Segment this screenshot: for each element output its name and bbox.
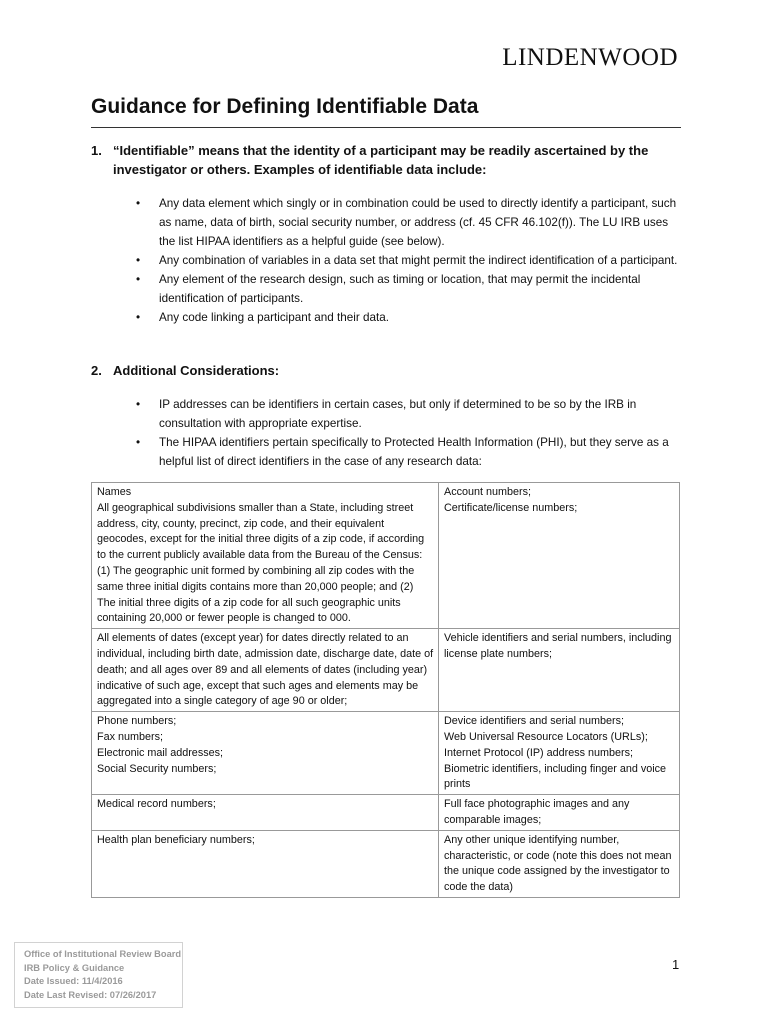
table-cell-line: Medical record numbers; <box>97 798 216 811</box>
table-cell-line: Account numbers; <box>444 486 532 498</box>
table-cell-line: Device identifiers and serial numbers; <box>444 715 625 728</box>
table-row <box>92 483 680 629</box>
bullet-item: • Any element of the research design, such as timing or location, that may permit the incidental identification of participants. <box>159 270 681 308</box>
table-cell-line: All elements of dates (except year) for dates directly related to an individual, including birth date, admission date, discharge date, date of death; and all ages over 89 and all elements of dates (including year) indicative of such age, except that such ages and elements may be aggregated into a single category of age 90 or older; <box>97 632 434 708</box>
table-cell-line: Electronic mail addresses; <box>97 746 224 759</box>
section-1-heading <box>91 141 681 179</box>
table-row <box>92 712 680 795</box>
bullet-item: • The HIPAA identifiers pertain specifically to Protected Health Information (PHI), but they serve as a helpful list of direct identifiers in the case of any research data: <box>159 433 681 471</box>
table-cell-line: Full face photographic images and any comparable images; <box>444 798 630 826</box>
hipaa-identifiers-table-body <box>92 483 680 898</box>
bullet-item: • Any combination of variables in a data set that might permit the indirect identification of a participant. <box>159 251 681 270</box>
bullet-item: • Any data element which singly or in combination could be used to directly identify a participant, such as name, data of birth, social security number, or address (cf. 45 CFR 46.102(f)). The LU IRB uses the list HIPAA identifiers as a helpful guide (see below). <box>159 194 681 251</box>
table-cell-line: Fax numbers; <box>97 730 164 743</box>
table-cell-line: Certificate/license numbers; <box>444 501 578 514</box>
hipaa-identifiers-table <box>91 482 680 898</box>
footer-date-revised: Date Last Revised: 07/26/2017 <box>24 989 157 1000</box>
section-1-number: 1. <box>91 143 102 158</box>
table-cell-line: Any other unique identifying number, characteristic, or code (note this does not mean the unique code assigned by the investigator to code the data) <box>444 833 672 894</box>
page-number: 1 <box>672 957 680 972</box>
table-cell <box>92 795 439 831</box>
table-cell-line: Health plan beneficiary numbers; <box>97 833 255 846</box>
page-title: Guidance for Defining Identifiable Data <box>91 95 479 118</box>
table-cell-line: Biometric identifiers, including finger and voice prints <box>444 762 667 791</box>
table-row <box>92 830 680 897</box>
table-cell-line: Internet Protocol (IP) address numbers; <box>444 746 634 759</box>
table-cell <box>92 629 439 712</box>
footer-info <box>24 948 181 1002</box>
table-cell-line: Social Security numbers; <box>97 762 217 775</box>
bullet-item: • Any code linking a participant and their data. <box>159 308 681 327</box>
section-2-bullet-list <box>159 395 681 471</box>
table-cell <box>439 629 680 712</box>
table-cell <box>92 830 439 897</box>
section-2-heading <box>91 361 681 380</box>
table-cell <box>439 483 680 629</box>
footer-date-issued: Date Issued: 11/4/2016 <box>24 976 123 987</box>
section-2-text: Additional Considerations: <box>113 363 280 378</box>
table-cell <box>92 712 439 795</box>
title-divider <box>91 127 681 128</box>
table-cell <box>439 712 680 795</box>
table-cell-line: Vehicle identifiers and serial numbers, including license plate numbers; <box>444 632 672 660</box>
table-cell-line: Phone numbers; <box>97 715 177 728</box>
section-2-number: 2. <box>91 363 102 378</box>
section-1-bullet-list <box>159 194 681 327</box>
table-cell <box>439 795 680 831</box>
table-cell <box>92 483 439 629</box>
footer-policy: IRB Policy & Guidance <box>24 962 125 973</box>
table-row <box>92 629 680 712</box>
bullet-item: • IP addresses can be identifiers in certain cases, but only if determined to be so by the IRB in consultation with appropriate expertise. <box>159 395 681 433</box>
table-row <box>92 795 680 831</box>
table-cell <box>439 830 680 897</box>
table-cell-line: Names <box>97 486 132 498</box>
lindenwood-logo: LINDENWOOD <box>502 44 678 71</box>
table-cell-line: All geographical subdivisions smaller than a State, including street address, city, county, precinct, zip code, and their equivalent geocodes, except for the initial three digits of a zip code, if according to the current publicly available data from the Bureau of the Census: (1) The geographic unit formed by combining all zip codes with the same three initial digits contains more than 20,000 people; and (2) The initial three digits of a zip code for all such geographic units containing 20,000 or fewer people is changed to 000. <box>97 501 425 625</box>
section-1-text: “Identifiable” means that the identity of a participant may be readily ascertained by the investigator or others. Examples of identifiable data include: <box>113 143 649 177</box>
footer-office: Office of Institutional Review Board <box>24 949 182 959</box>
table-cell-line: Web Universal Resource Locators (URLs); <box>444 730 648 743</box>
